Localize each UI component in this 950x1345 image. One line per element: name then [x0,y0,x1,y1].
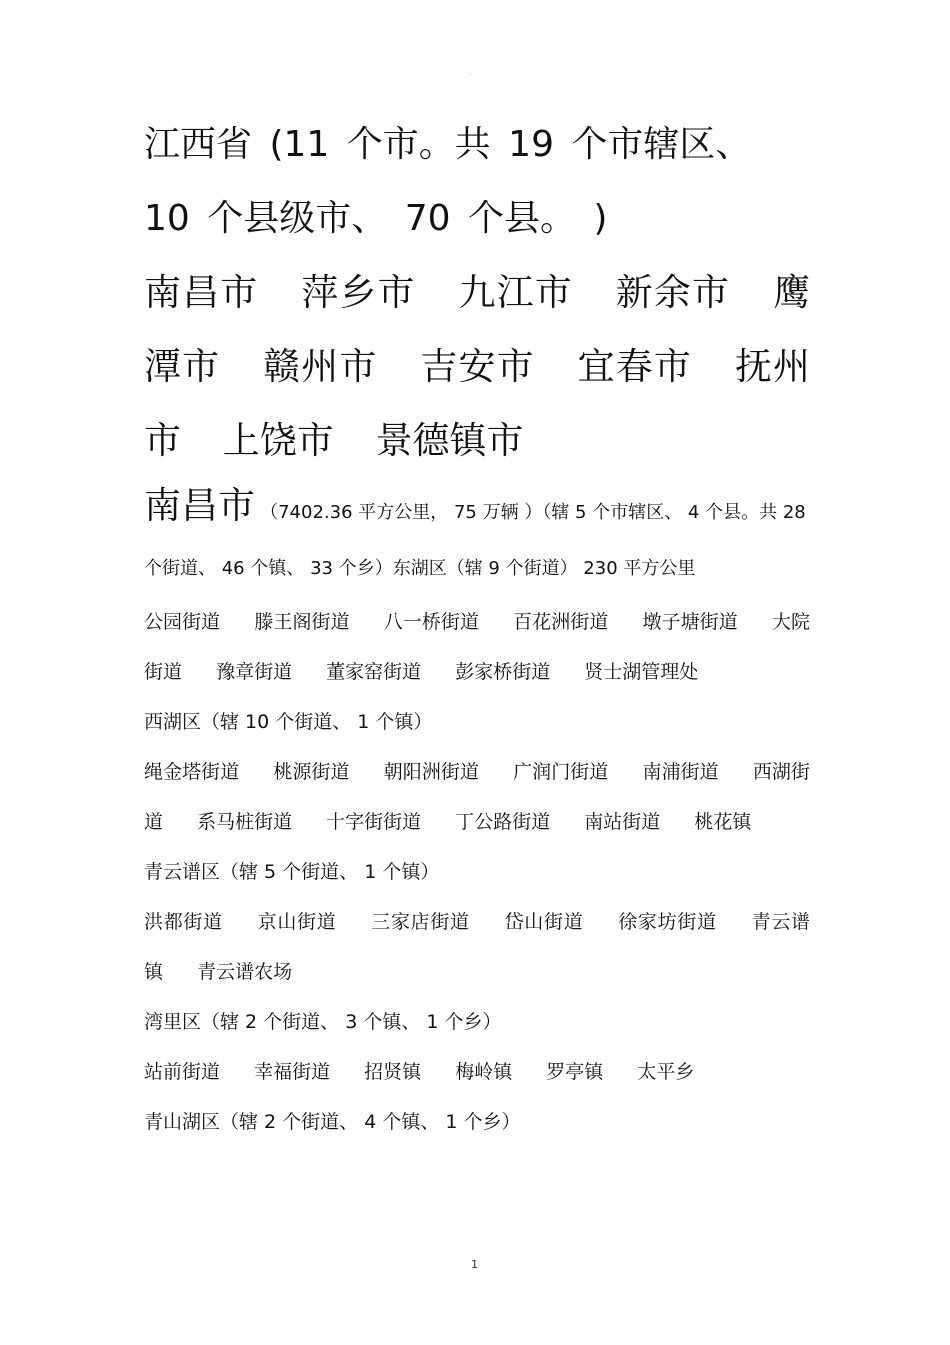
xihu-streets [144,747,810,847]
city-item: 景德镇市 [375,419,524,462]
list-item: 百花洲街道 [513,611,609,633]
donghu-streets [144,597,810,697]
list-item: 幸福街道 [254,1061,331,1083]
wanli-streets [144,1047,810,1097]
qingyunpu-heading: 青云谱区（辖 5 个街道、 1 个镇） [144,861,440,883]
list-item: 青云谱镇 [144,911,810,983]
list-item: 绳金塔街道 [144,761,240,783]
list-item: 豫章街道 [216,661,293,683]
list-item: 三家店街道 [371,911,470,933]
list-item: 贤士湖管理处 [584,661,699,683]
list-item: 桃花镇 [694,811,752,833]
city-item: 南昌市 [144,271,259,314]
city-item: 鹰潭市 [144,271,811,388]
list-item: 洪都街道 [144,911,223,933]
city-item: 赣州市 [263,345,378,388]
list-item: 南浦街道 [642,761,719,783]
page-number: 1 [471,1258,478,1271]
page-title: 江西省 (11 个市。共 19 个市辖区、 10 个县级市、 70 个县。 ) [144,124,752,239]
list-item: 丁公路街道 [455,811,551,833]
document-content [144,108,810,1147]
city-list [144,256,810,478]
list-item: 墩子塘街道 [642,611,738,633]
list-item: 罗亭镇 [546,1061,604,1083]
city-item: 上饶市 [222,419,334,462]
nanchang-description: （7402.36 平方公里， 75 万辆 ）（辖 5 个市辖区、 4 个县。共 28 个街道、 46 个镇、 33 个乡）东湖区（辖 9 个街道） 230 平方公里 [144,502,806,579]
nanchang-section [144,478,810,597]
list-item: 京山街道 [257,911,337,933]
list-item: 西湖街道 [144,761,810,833]
list-item: 彭家桥街道 [455,661,551,683]
list-item: 站前街道 [144,1061,221,1083]
list-item: 大院街道 [144,611,810,683]
qingyunpu-streets [144,897,810,997]
list-item: 系马桩街道 [197,811,293,833]
city-item: 新余市 [615,271,731,314]
list-item: 滕王阁街道 [254,611,350,633]
xihu-heading: 西湖区（辖 10 个街道、 1 个镇） [144,711,433,733]
city-item: 萍乡市 [301,271,416,314]
nanchang-heading: 南昌市 [144,484,255,527]
header-mark: · [469,70,472,79]
city-item: 抚州市 [144,345,811,462]
list-item: 青云谱农场 [197,961,293,983]
wanli-heading: 湾里区（辖 2 个街道、 3 个镇、 1 个乡） [144,1011,502,1033]
city-item: 宜春市 [577,345,693,388]
list-item: 岱山街道 [504,911,584,933]
list-item: 南站街道 [584,811,661,833]
list-item: 朝阳洲街道 [383,761,480,783]
list-item: 梅岭镇 [455,1061,513,1083]
list-item: 桃源街道 [273,761,350,783]
list-item: 徐家坊街道 [618,911,717,933]
list-item: 太平乡 [637,1061,695,1083]
list-item: 广润门街道 [513,761,609,783]
city-item: 吉安市 [420,345,535,388]
list-item: 公园街道 [144,611,221,633]
city-item: 九江市 [458,271,573,314]
qingshanhu-heading: 青山湖区（辖 2 个街道、 4 个镇、 1 个乡） [144,1111,521,1133]
list-item: 董家窑街道 [326,661,422,683]
list-item: 招贤镇 [364,1061,422,1083]
list-item: 八一桥街道 [383,611,480,633]
list-item: 十字街街道 [326,811,422,833]
